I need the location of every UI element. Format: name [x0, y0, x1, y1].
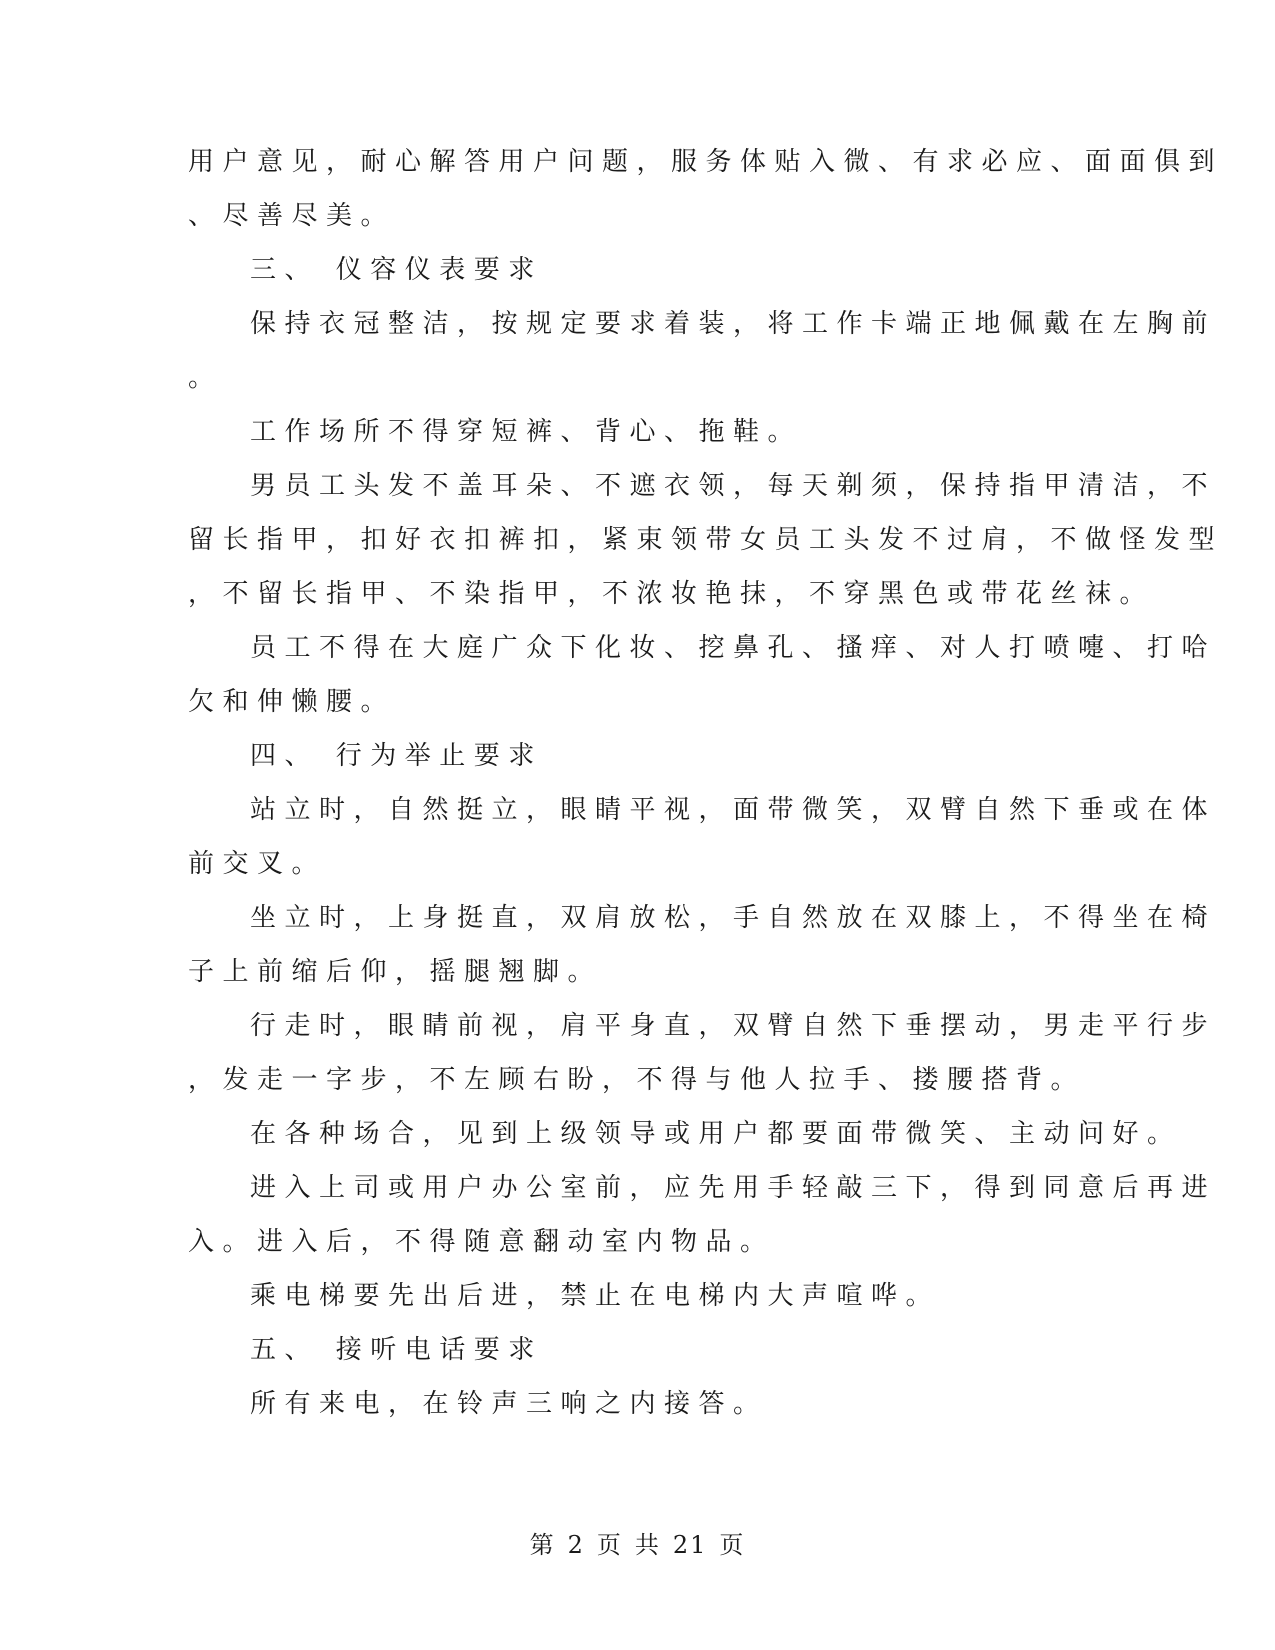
- text-line: 坐立时，上身挺直，双肩放松，手自然放在双膝上，不得坐在椅: [250, 903, 1217, 933]
- text-line: 子上前缩后仰，摇腿翘脚。: [188, 957, 603, 987]
- current-page-number: 2: [567, 1531, 585, 1559]
- footer-suffix: 页: [719, 1531, 746, 1559]
- text-line: 乘电梯要先出后进，禁止在电梯内大声喧哗。: [250, 1281, 941, 1311]
- text-line: 保持衣冠整洁，按规定要求着装，将工作卡端正地佩戴在左胸前: [250, 309, 1217, 339]
- text-line: 行走时，眼睛前视，肩平身直，双臂自然下垂摆动，男走平行步: [250, 1011, 1217, 1041]
- text-line: 员工不得在大庭广众下化妆、挖鼻孔、搔痒、对人打喷嚏、打哈: [250, 633, 1217, 663]
- section-heading: 五、 接听电话要求: [250, 1335, 543, 1365]
- section-heading: 三、 仪容仪表要求: [250, 255, 543, 285]
- text-line: 男员工头发不盖耳朵、不遮衣领，每天剃须，保持指甲清洁，不: [250, 471, 1217, 501]
- total-pages-number: 21: [672, 1531, 708, 1559]
- text-line: 欠和伸懒腰。: [188, 687, 396, 717]
- page-footer: [0, 1528, 1275, 1562]
- text-line: 站立时，自然挺立，眼睛平视，面带微笑，双臂自然下垂或在体: [250, 795, 1217, 825]
- footer-total-word: 共: [634, 1531, 661, 1559]
- text-line: 工作场所不得穿短裤、背心、拖鞋。: [250, 417, 803, 447]
- text-line: 入。进入后，不得随意翻动室内物品。: [188, 1227, 775, 1257]
- text-line: 。: [188, 363, 223, 393]
- text-line: ，不留长指甲、不染指甲，不浓妆艳抹，不穿黑色或带花丝袜。: [188, 579, 1155, 609]
- text-line: 进入上司或用户办公室前，应先用手轻敲三下，得到同意后再进: [250, 1173, 1217, 1203]
- footer-prefix: 第: [529, 1531, 556, 1559]
- text-line: ，发走一字步，不左顾右盼，不得与他人拉手、搂腰搭背。: [188, 1065, 1086, 1095]
- text-line: 、尽善尽美。: [188, 201, 396, 231]
- section-heading: 四、 行为举止要求: [250, 741, 543, 771]
- text-line: 在各种场合，见到上级领导或用户都要面带微笑、主动问好。: [250, 1119, 1182, 1149]
- text-line: 前交叉。: [188, 849, 327, 879]
- text-line: 所有来电，在铃声三响之内接答。: [250, 1389, 768, 1419]
- text-line: 留长指甲，扣好衣扣裤扣，紧束领带女员工头发不过肩，不做怪发型: [188, 525, 1224, 555]
- footer-page-word: 页: [596, 1531, 623, 1559]
- text-line: 用户意见，耐心解答用户问题，服务体贴入微、有求必应、面面俱到: [188, 147, 1224, 177]
